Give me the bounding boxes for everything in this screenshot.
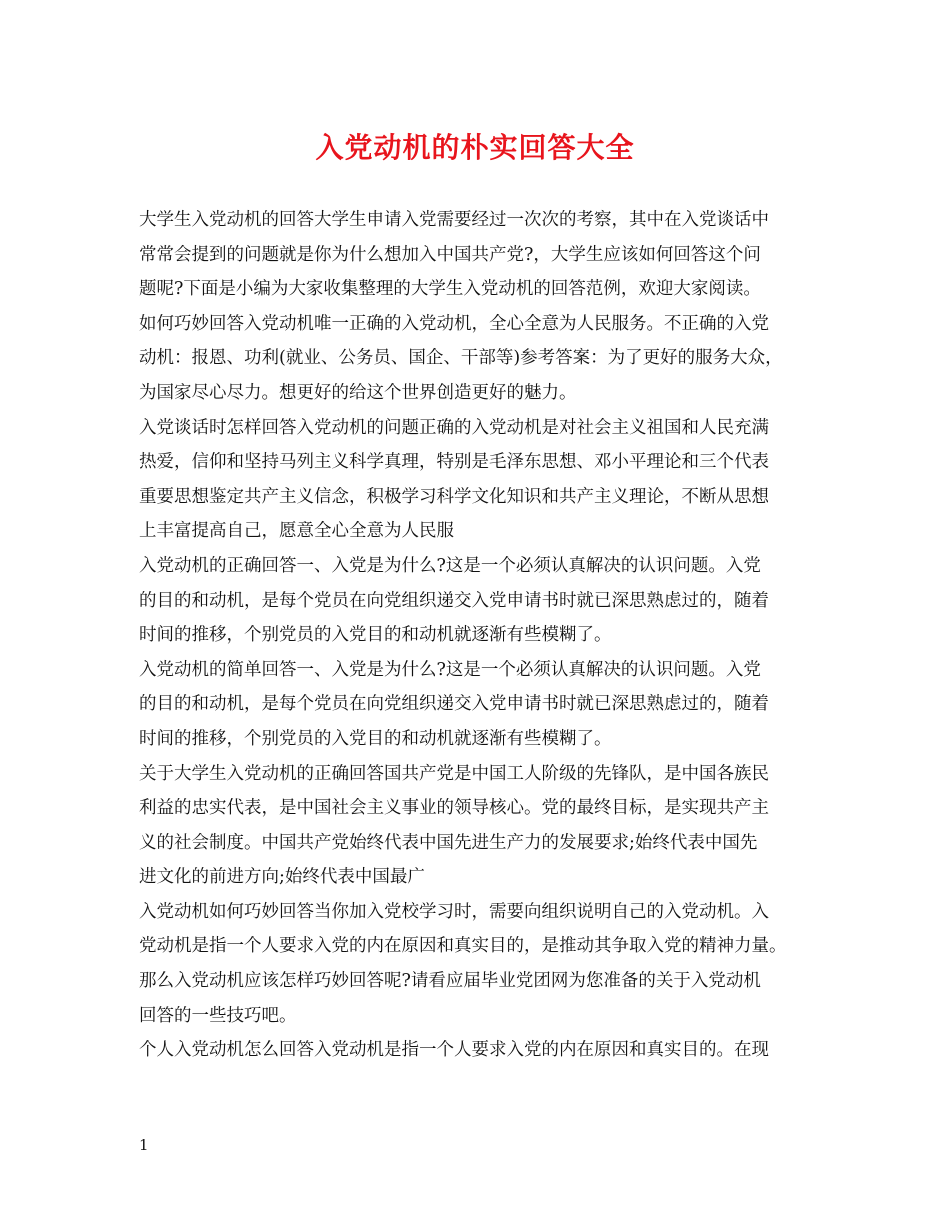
text-line: 时间的推移，个别党员的入党目的和动机就逐渐有些模糊了。	[139, 625, 612, 646]
text-line: 义的社会制度。中国共产党始终代表中国先进生产力的发展要求;始终代表中国先	[139, 832, 758, 853]
text-line: 入党谈话时怎样回答入党动机的问题正确的入党动机是对社会主义祖国和人民充满	[139, 417, 769, 438]
text-line: 入党动机如何巧妙回答当你加入党校学习时，需要向组织说明自己的入党动机。入	[139, 901, 769, 922]
document-body	[139, 203, 819, 1068]
text-line: 的目的和动机，是每个党员在向党组织递交入党申请书时就已深思熟虑过的，随着	[139, 590, 769, 611]
text-line: 为国家尽心尽力。想更好的给这个世界创造更好的魅力。	[139, 382, 577, 403]
text-line: 关于大学生入党动机的正确回答国共产党是中国工人阶级的先锋队，是中国各族民	[139, 763, 769, 784]
text-line: 利益的忠实代表，是中国社会主义事业的领导核心。党的最终目标，是实现共产主	[139, 798, 769, 819]
text-line: 入党动机的简单回答一、入党是为什么?这是一个必须认真解决的认识问题。入党	[139, 659, 761, 680]
text-line: 如何巧妙回答入党动机唯一正确的入党动机，全心全意为人民服务。不正确的入党	[139, 313, 769, 334]
text-line: 题呢?下面是小编为大家收集整理的大学生入党动机的回答范例，欢迎大家阅读。	[139, 279, 761, 300]
text-line: 个人入党动机怎么回答入党动机是指一个人要求入党的内在原因和真实目的。在现	[139, 1040, 769, 1061]
text-line: 常常会提到的问题就是你为什么想加入中国共产党?，大学生应该如何回答这个问	[139, 244, 761, 265]
document-title: 入党动机的朴实回答大全	[315, 131, 635, 164]
text-line: 回答的一些技巧吧。	[139, 1005, 297, 1026]
text-line: 热爱，信仰和坚持马列主义科学真理，特别是毛泽东思想、邓小平理论和三个代表	[139, 452, 769, 473]
text-line: 入党动机的正确回答一、入党是为什么?这是一个必须认真解决的认识问题。入党	[139, 555, 761, 576]
text-line: 大学生入党动机的回答大学生申请入党需要经过一次次的考察，其中在入党谈话中	[139, 210, 769, 230]
text-line: 动机：报恩、功利(就业、公务员、国企、干部等)参考答案：为了更好的服务大众，	[139, 348, 783, 369]
page-number: 1	[139, 1136, 149, 1154]
text-line: 的目的和动机，是每个党员在向党组织递交入党申请书时就已深思熟虑过的，随着	[139, 694, 769, 715]
text-line: 进文化的前进方向;始终代表中国最广	[139, 867, 425, 888]
text-line: 党动机是指一个人要求入党的内在原因和真实目的，是推动其争取入党的精神力量。	[139, 936, 787, 957]
text-line: 上丰富提高自己，愿意全心全意为人民服	[139, 521, 454, 542]
text-line: 时间的推移，个别党员的入党目的和动机就逐渐有些模糊了。	[139, 728, 612, 749]
text-line: 重要思想鉴定共产主义信念，积极学习科学文化知识和共产主义理论，不断从思想	[139, 486, 769, 507]
text-line: 那么入党动机应该怎样巧妙回答呢?请看应届毕业党团网为您准备的关于入党动机	[139, 971, 761, 992]
